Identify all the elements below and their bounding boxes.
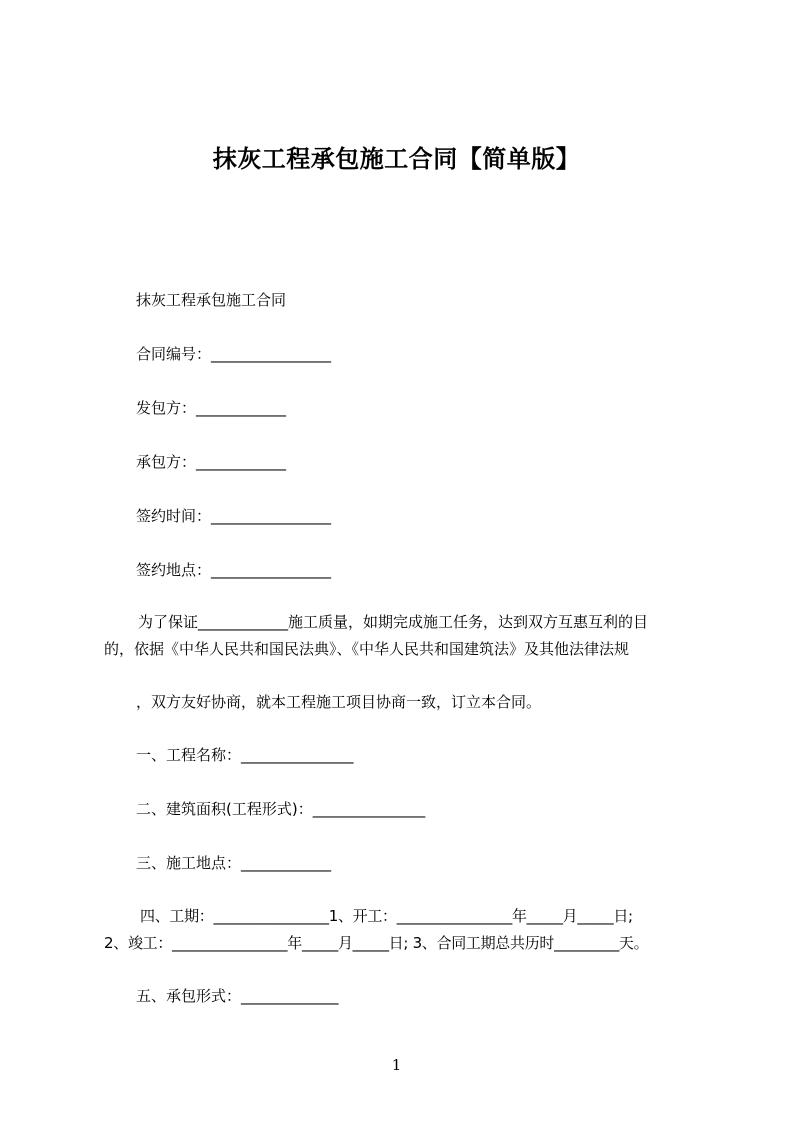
party-a-field: 发包方：____________ xyxy=(136,399,287,417)
sign-time-field: 签约时间：________________ xyxy=(136,507,332,525)
building-area-field: 二、建筑面积(工程形式)：_______________ xyxy=(136,800,426,818)
intro-paragraph-line-1: 为了保证____________施工质量，如期完成施工任务，达到双方互惠互利的目 xyxy=(138,613,649,631)
construction-site-field: 三、施工地点：____________ xyxy=(136,854,332,872)
intro-paragraph-line-3: ，双方友好协商，就本工程施工项目协商一致，订立本合同。 xyxy=(136,693,542,711)
duration-line-1: 四、工期：________________1、开工：________________年_____月_____日; xyxy=(140,907,633,925)
page-number: 1 xyxy=(391,1056,402,1074)
sign-place-field: 签约地点：________________ xyxy=(136,561,332,579)
contract-form-field: 五、承包形式：_____________ xyxy=(136,987,339,1005)
document-title: 抹灰工程承包施工合同【简单版】 xyxy=(212,145,581,173)
contract-number-field: 合同编号：________________ xyxy=(136,345,332,363)
project-name-field: 一、工程名称：_______________ xyxy=(136,746,354,764)
intro-paragraph-line-2: 的，依据《中华人民共和国民法典》、《中华人民共和国建筑法》及其他法律法规 xyxy=(104,640,630,658)
duration-line-2: 2、竣工：________________年_____月_____日; 3、合同工期总共历时_________天。 xyxy=(104,934,649,952)
party-b-field: 承包方：____________ xyxy=(136,453,287,471)
contract-subtitle: 抹灰工程承包施工合同 xyxy=(136,291,287,309)
